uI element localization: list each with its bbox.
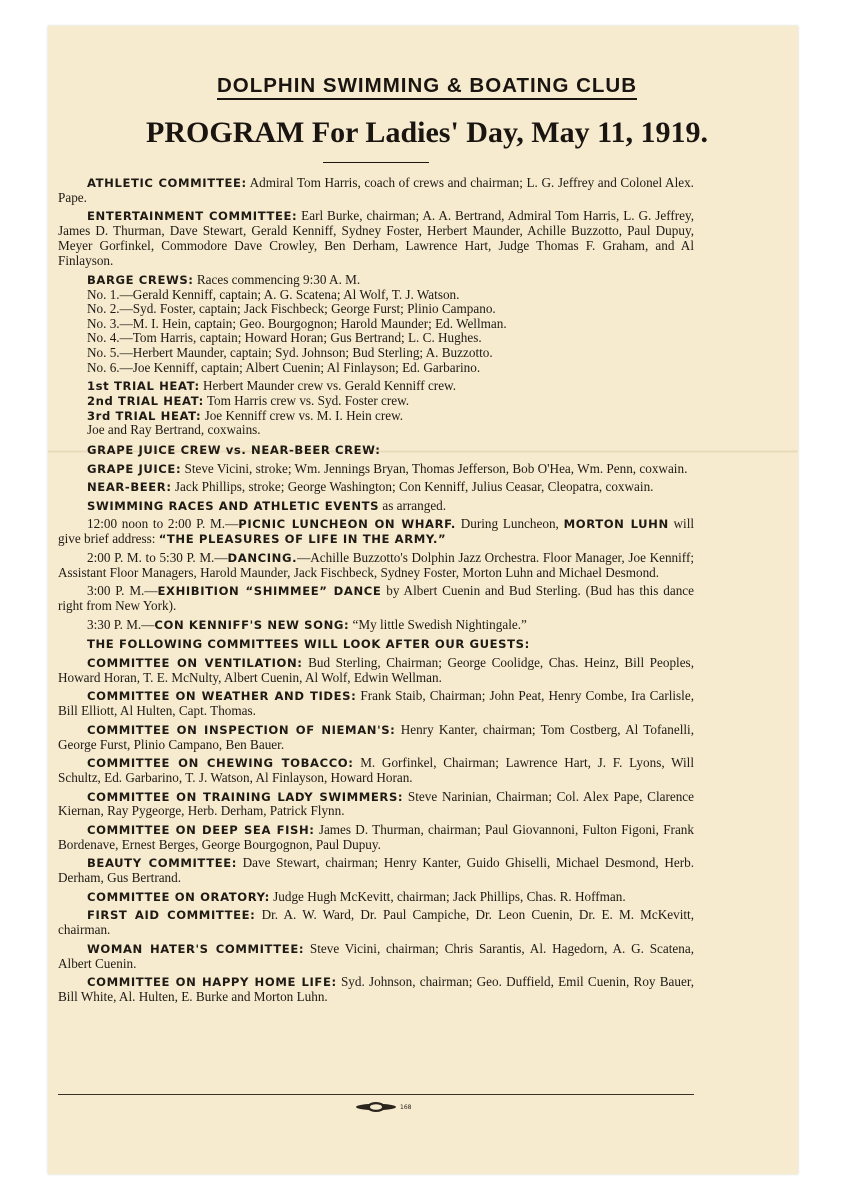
printer-number: 168 [400,1104,412,1111]
barge-crew-list [87,288,694,376]
committee-item: COMMITTEE ON CHEWING TOBACCO: M. Gorfinkel, Chairman; Lawrence Hart, J. F. Lyons, Will Schultz, Ed. Garbarino, T. J. Watson, Al Finlayson, Howard Horan. [58,755,694,786]
trial-heat: 1st TRIAL HEAT: Herbert Maunder crew vs. Gerald Kenniff crew. [87,377,457,393]
new-song: 3:30 P. M.—CON KENNIFF'S NEW SONG: “My little Swedish Nightingale.” [87,616,527,632]
picnic-luncheon: 12:00 noon to 2:00 P. M.—PICNIC LUNCHEON ON WHARF. During Luncheon, MORTON LUHN will give brief address: “THE PLEASURES OF LIFE IN THE ARMY.” [58,516,695,547]
following-committees-heading: THE FOLLOWING COMMITTEES WILL LOOK AFTER OUR GUESTS: [87,637,530,652]
list-item: No. 4.—Tom Harris, captain; Howard Horan; Gus Bertrand; L. C. Hughes. [87,330,482,346]
list-item: No. 1.—Gerald Kenniff, captain; A. G. Scatena; Al Wolf, T. J. Watson. [87,286,460,302]
committee-item: COMMITTEE ON VENTILATION: Bud Sterling, Chairman; George Coolidge, Chas. Heinz, Bill Peoples, Howard Horan, T. E. McNulty, Albert Cuenin, Al Wolf, Edwin Wellman. [58,654,694,685]
barge-crews: BARGE CREWS: Races commencing 9:30 A. M. [87,271,361,287]
dancing: 2:00 P. M. to 5:30 P. M.—DANCING.—Achille Buzzotto's Dolphin Jazz Orchestra. Floor Manager, Joe Kenniff; Assistant Floor Managers, Harold Maunder, Jack Fischbeck, Sydney Foster, Morton Luhn and Michael Desmond. [58,549,695,580]
committee-item: COMMITTEE ON ORATORY: Judge Hugh McKevitt, chairman; Jack Phillips, Chas. R. Hoffman. [87,888,626,904]
list-item: No. 2.—Syd. Foster, captain; Jack Fischbeck; George Furst; Plinio Campano. [87,301,496,317]
title-divider [323,162,429,163]
committee-item: FIRST AID COMMITTEE: Dr. A. W. Ward, Dr. Paul Campiche, Dr. Leon Cuenin, Dr. E. M. McKevitt, chairman. [58,907,695,938]
entertainment-committee: ENTERTAINMENT COMMITTEE: Earl Burke, chairman; A. A. Bertrand, Admiral Tom Harris, L. G. Jeffrey, James D. Thurman, Dave Stewart, Gerald Kenniff, Sydney Foster, Herbert Maunder, Achille Buzzotto, Paul Dupuy, Meyer Gorfinkel, Commodore Dave Crowley, Ben Derham, Lawrence Hart, Judge Thomas F. Graham, and Al Finlayson. [58,208,695,269]
near-beer-crew: NEAR-BEER: Jack Phillips, stroke; George Washington; Con Kenniff, Julius Ceasar, Cleopatra, coxwain. [87,479,654,495]
list-item: No. 3.—M. I. Hein, captain; Geo. Bourgognon; Harold Maunder; Ed. Wellman. [87,315,507,331]
committee-item: WOMAN HATER'S COMMITTEE: Steve Vicini, chairman; Chris Sarantis, Al. Hagedorn, A. G. Scatena, Albert Cuenin. [58,940,695,971]
grape-vs-nearbeer: GRAPE JUICE CREW vs. NEAR-BEER CREW: [87,443,381,458]
committee-item: COMMITTEE ON DEEP SEA FISH: James D. Thurman, chairman; Paul Giovannoni, Fulton Figoni, Frank Bordenave, Ernest Berges, George Bourgognon, Paul Dupuy. [58,821,694,852]
committee-item: COMMITTEE ON INSPECTION OF NIEMAN'S: Henry Kanter, chairman; Tom Costberg, Al Tofanelli, George Furst, Plinio Campano, Ben Bauer. [58,721,695,752]
bottom-divider [58,1094,694,1095]
club-name-text: DOLPHIN SWIMMING & BOATING CLUB [217,74,637,100]
trial-heat: 3rd TRIAL HEAT: Joe Kenniff crew vs. M. I. Hein crew. [87,407,404,423]
list-item: No. 6.—Joe Kenniff, captain; Albert Cuenin; Al Finlayson; Ed. Garbarino. [87,359,481,375]
program-body [58,176,694,1009]
committee-item: COMMITTEE ON TRAINING LADY SWIMMERS: Steve Narinian, Chairman; Col. Alex Pape, Clarence Kiernan, Ray Pygeorge, Herb. Derham, Patrick Flynn. [58,788,695,819]
page-title: PROGRAM For Ladies' Day, May 11, 1919. [146,116,708,149]
trial-heats [87,379,694,439]
shimmee-dance: 3:00 P. M.—EXHIBITION “SHIMMEE” DANCE by Albert Cuenin and Bud Sterling. (Bud has this dance right from New York). [58,583,694,614]
swimming-races: SWIMMING RACES AND ATHLETIC EVENTS as arranged. [87,497,447,513]
committee-item: BEAUTY COMMITTEE: Dave Stewart, chairman; Henry Kanter, Guido Ghiselli, Michael Desmond, Herb. Derham, Gus Bertrand. [58,855,695,886]
grape-juice-crew: GRAPE JUICE: Steve Vicini, stroke; Wm. Jennings Bryan, Thomas Jefferson, Bob O'Hea, Wm. Penn, coxwain. [87,460,688,476]
committee-item: COMMITTEE ON HAPPY HOME LIFE: Syd. Johnson, chairman; Geo. Duffield, Emil Cuenin, Roy Bauer, Bill White, Al. Hulten, E. Burke and Morton Luhn. [58,974,694,1004]
athletic-committee: ATHLETIC COMMITTEE: Admiral Tom Harris, coach of crews and chairman; L. G. Jeffrey and Colonel Alex. Pape. [58,175,694,205]
union-label-icon [356,1102,396,1112]
list-item: No. 5.—Herbert Maunder, captain; Syd. Johnson; Bud Sterling; A. Buzzotto. [87,344,493,360]
coxswains: Joe and Ray Bertrand, coxwains. [87,422,261,438]
printer-mark [354,1099,474,1115]
trial-heat: 2nd TRIAL HEAT: Tom Harris crew vs. Syd. Foster crew. [87,392,410,408]
committee-item: COMMITTEE ON WEATHER AND TIDES: Frank Staib, Chairman; John Peat, Henry Combe, Ira Carlisle, Bill Elliott, Al Hulten, Capt. Thomas. [58,688,694,719]
club-name [0,74,854,98]
